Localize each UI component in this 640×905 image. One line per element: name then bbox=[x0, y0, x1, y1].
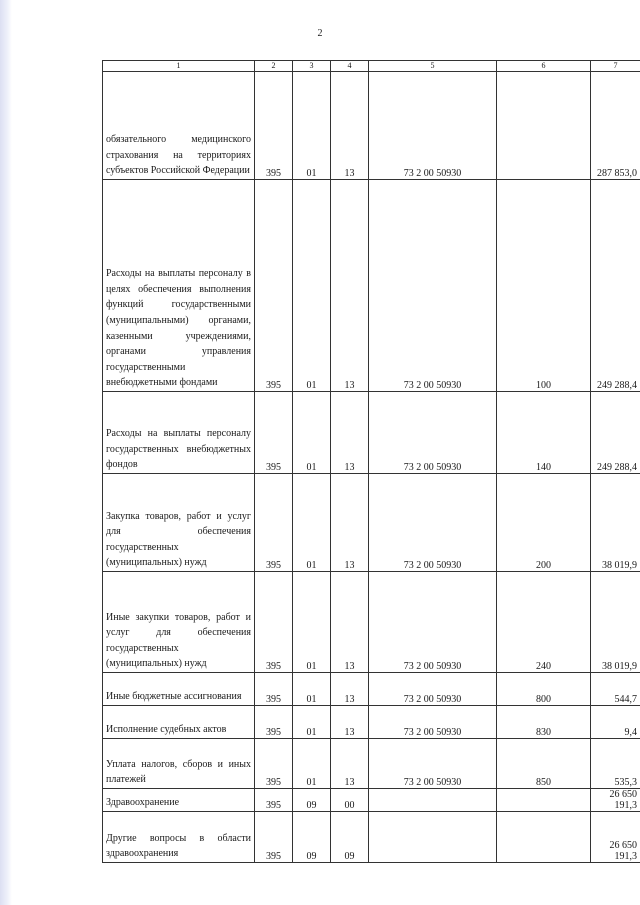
scan-edge-shadow bbox=[0, 0, 12, 905]
cell-subsection: 13 bbox=[331, 706, 369, 739]
table-row bbox=[103, 180, 640, 392]
budget-table bbox=[102, 60, 640, 863]
row-name: Другие вопросы в области здравоохранения bbox=[103, 812, 255, 863]
cell-section: 01 bbox=[293, 706, 331, 739]
cell-section: 01 bbox=[293, 474, 331, 572]
table-row bbox=[103, 739, 640, 789]
header-cell: 4 bbox=[331, 61, 369, 72]
table-row bbox=[103, 72, 640, 180]
cell-expense-type: 850 bbox=[497, 739, 591, 789]
row-name: Здравоохранение bbox=[103, 789, 255, 812]
cell-section: 01 bbox=[293, 72, 331, 180]
cell-expense-type: 100 bbox=[497, 180, 591, 392]
cell-amount: 287 853,0 bbox=[591, 72, 640, 180]
cell-amount: 38 019,9 bbox=[591, 572, 640, 673]
row-name: обязательного медицинского страхования на территориях субъектов Российской Федерации bbox=[103, 72, 255, 180]
row-name: Иные закупки товаров, работ и услуг для обеспечения государственных (муниципальных) нужд bbox=[103, 572, 255, 673]
table-row bbox=[103, 474, 640, 572]
cell-target-article: 73 2 00 50930 bbox=[369, 180, 497, 392]
cell-target-article: 73 2 00 50930 bbox=[369, 392, 497, 474]
row-name: Расходы на выплаты персоналу государственных внебюджетных фондов bbox=[103, 392, 255, 474]
row-name: Закупка товаров, работ и услуг для обеспечения государственных (муниципальных) нужд bbox=[103, 474, 255, 572]
table-row bbox=[103, 673, 640, 706]
cell-amount: 26 650 191,3 bbox=[591, 812, 640, 863]
cell-expense-type bbox=[497, 812, 591, 863]
cell-target-article bbox=[369, 812, 497, 863]
cell-ministry-code: 395 bbox=[255, 572, 293, 673]
cell-ministry-code: 395 bbox=[255, 812, 293, 863]
header-cell: 3 bbox=[293, 61, 331, 72]
cell-amount: 249 288,4 bbox=[591, 392, 640, 474]
table-row bbox=[103, 812, 640, 863]
header-cell: 5 bbox=[369, 61, 497, 72]
cell-expense-type: 800 bbox=[497, 673, 591, 706]
cell-ministry-code: 395 bbox=[255, 392, 293, 474]
cell-target-article: 73 2 00 50930 bbox=[369, 673, 497, 706]
cell-subsection: 13 bbox=[331, 180, 369, 392]
table-row bbox=[103, 572, 640, 673]
cell-target-article: 73 2 00 50930 bbox=[369, 72, 497, 180]
cell-subsection: 09 bbox=[331, 812, 369, 863]
header-cell: 2 bbox=[255, 61, 293, 72]
cell-section: 01 bbox=[293, 180, 331, 392]
cell-expense-type bbox=[497, 72, 591, 180]
cell-target-article: 73 2 00 50930 bbox=[369, 706, 497, 739]
cell-amount: 544,7 bbox=[591, 673, 640, 706]
cell-subsection: 13 bbox=[331, 392, 369, 474]
row-name: Исполнение судебных актов bbox=[103, 706, 255, 739]
header-cell: 6 bbox=[497, 61, 591, 72]
cell-amount: 535,3 bbox=[591, 739, 640, 789]
cell-section: 09 bbox=[293, 812, 331, 863]
header-row bbox=[103, 61, 640, 72]
header-cell: 1 bbox=[103, 61, 255, 72]
cell-target-article: 73 2 00 50930 bbox=[369, 474, 497, 572]
cell-section: 09 bbox=[293, 789, 331, 812]
cell-ministry-code: 395 bbox=[255, 789, 293, 812]
cell-subsection: 13 bbox=[331, 673, 369, 706]
cell-amount: 38 019,9 bbox=[591, 474, 640, 572]
cell-expense-type: 140 bbox=[497, 392, 591, 474]
table-row bbox=[103, 706, 640, 739]
page-number: 2 bbox=[317, 28, 323, 39]
row-name: Иные бюджетные ассигнования bbox=[103, 673, 255, 706]
cell-amount: 249 288,4 bbox=[591, 180, 640, 392]
cell-ministry-code: 395 bbox=[255, 72, 293, 180]
cell-ministry-code: 395 bbox=[255, 739, 293, 789]
cell-expense-type: 830 bbox=[497, 706, 591, 739]
cell-subsection: 13 bbox=[331, 72, 369, 180]
header-cell: 7 bbox=[591, 61, 640, 72]
cell-section: 01 bbox=[293, 739, 331, 789]
cell-ministry-code: 395 bbox=[255, 474, 293, 572]
row-name: Уплата налогов, сборов и иных платежей bbox=[103, 739, 255, 789]
cell-ministry-code: 395 bbox=[255, 180, 293, 392]
cell-amount: 9,4 bbox=[591, 706, 640, 739]
table-row bbox=[103, 789, 640, 812]
cell-ministry-code: 395 bbox=[255, 673, 293, 706]
cell-subsection: 13 bbox=[331, 739, 369, 789]
cell-subsection: 13 bbox=[331, 474, 369, 572]
cell-subsection: 00 bbox=[331, 789, 369, 812]
cell-expense-type bbox=[497, 789, 591, 812]
cell-target-article bbox=[369, 789, 497, 812]
cell-ministry-code: 395 bbox=[255, 706, 293, 739]
cell-expense-type: 200 bbox=[497, 474, 591, 572]
cell-section: 01 bbox=[293, 392, 331, 474]
cell-amount: 26 650 191,3 bbox=[591, 789, 640, 812]
cell-target-article: 73 2 00 50930 bbox=[369, 572, 497, 673]
table-row bbox=[103, 392, 640, 474]
cell-expense-type: 240 bbox=[497, 572, 591, 673]
cell-section: 01 bbox=[293, 673, 331, 706]
cell-section: 01 bbox=[293, 572, 331, 673]
row-name: Расходы на выплаты персоналу в целях обеспечения выполнения функций государственными (муниципальными) органами, казенными учреждениями, органами управления государственными внебюджетными фондами bbox=[103, 180, 255, 392]
cell-subsection: 13 bbox=[331, 572, 369, 673]
cell-target-article: 73 2 00 50930 bbox=[369, 739, 497, 789]
